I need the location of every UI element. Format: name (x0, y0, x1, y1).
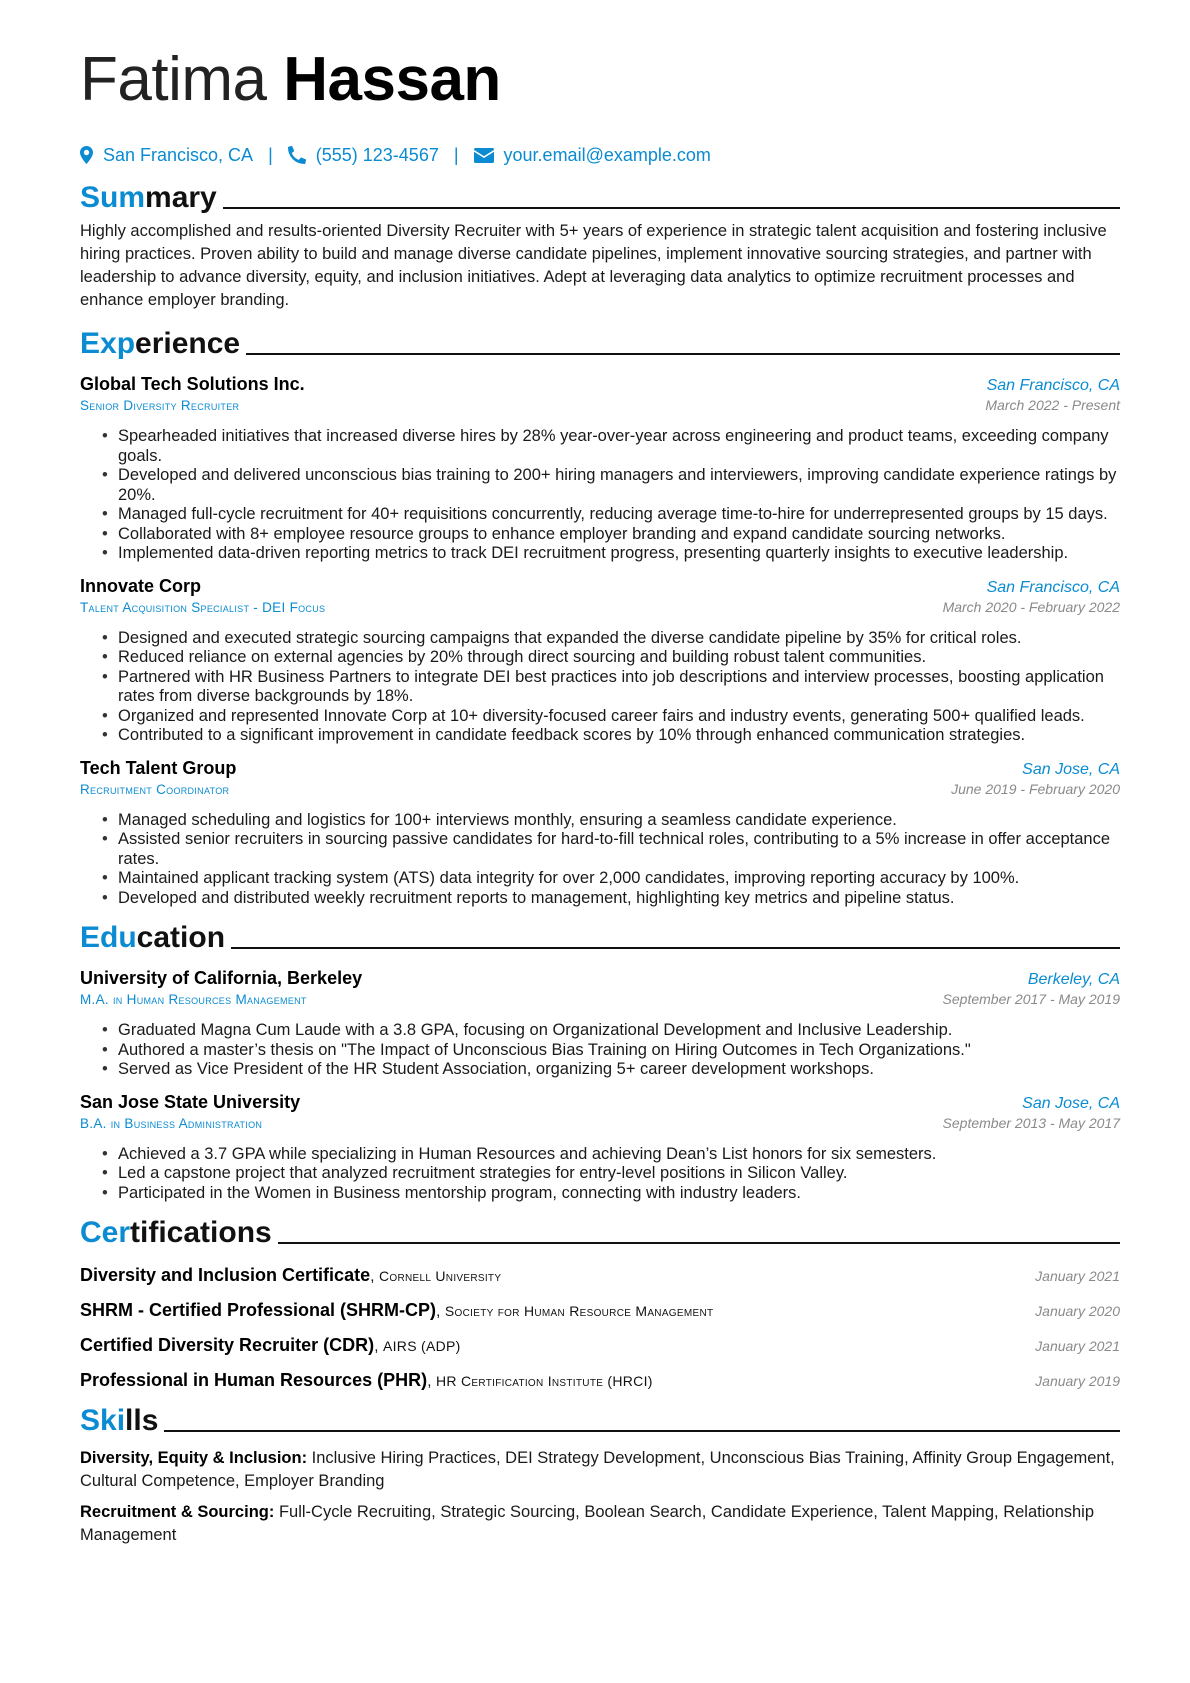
experience-entry (80, 576, 1120, 746)
section-title: Summary (80, 181, 217, 214)
degree-title: M.A. in Human Resources Management (80, 992, 307, 1007)
bullet-item: • Partnered with HR Business Partners to integrate DEI best practices into job descriptions and interview processes, boosting application rates from diverse backgrounds by 18%. (102, 668, 1120, 707)
certifications-heading (80, 1211, 1120, 1251)
first-name: Fatima (80, 45, 267, 114)
bullet-list (80, 811, 1120, 909)
phone-text[interactable]: (555) 123-4567 (315, 144, 439, 165)
contact-separator: | (268, 144, 273, 165)
certification-item: SHRM - Certified Professional (SHRM-CP), Society for Human Resource Management January 2020 (80, 1300, 1120, 1320)
certification-date: January 2021 (1035, 1268, 1120, 1284)
degree-title: B.A. in Business Administration (80, 1115, 263, 1131)
summary-heading (80, 176, 1120, 216)
certification-issuer: Cornell University (378, 1268, 502, 1284)
bullet-item: • Collaborated with 8+ employee resource groups to enhance employer branding and expand candidate sourcing networks. (102, 525, 1120, 545)
bullet-item: • Contributed to a significant improvement in candidate feedback scores by 10% through enhanced communication strategies. (102, 726, 1120, 746)
education-entry (80, 1092, 1120, 1204)
contact-separator: | (453, 144, 459, 165)
bullet-item: • Participated in the Women in Business mentorship program, connecting with industry leaders. (102, 1184, 1120, 1204)
bullet-item: • Managed scheduling and logistics for 100+ interviews monthly, ensuring a seamless candidate experience. (102, 811, 1120, 831)
experience-heading (80, 322, 1120, 362)
skill-group-label: Diversity, Equity & Inclusion: (80, 1449, 308, 1467)
skill-group (80, 1501, 1120, 1547)
section-divider (278, 1242, 1120, 1244)
bullet-item: • Graduated Magna Cum Laude with a 3.8 GPA, focusing on Organizational Development and Inclusive Leadership. (102, 1021, 1120, 1041)
section-divider (164, 1430, 1120, 1432)
skill-group (80, 1447, 1120, 1493)
entry-dates: September 2013 - May 2017 (942, 1114, 1120, 1131)
bullet-item: • Spearheaded initiatives that increased diverse hires by 28% year-over-year across engineering and product teams, exceeding company goals. (102, 427, 1120, 466)
education-heading (80, 916, 1120, 956)
bullet-item: • Authored a master’s thesis on "The Impact of Unconscious Bias Training on Hiring Outcomes in Tech Organizations." (102, 1041, 1120, 1061)
school-name: University of California, Berkeley (80, 968, 363, 988)
entry-dates: June 2019 - February 2020 (951, 780, 1120, 797)
certification-date: January 2019 (1035, 1373, 1120, 1389)
skills-heading (80, 1399, 1120, 1439)
job-title: Recruitment Coordinator (80, 781, 230, 797)
summary-text: Highly accomplished and results-oriented Diversity Recruiter with 5+ years of experience in strategic talent acquisition and fostering inclusive hiring practices. Proven ability to build and manage diverse candidate pipelines, implement innovative sourcing strategies, and partner with leadership to advance diversity, equity, and inclusion initiatives. Adept at leveraging data analytics to optimize recruitment processes and enhance employer branding. (80, 222, 1107, 309)
skill-group-items: Full-Cycle Recruiting, Strategic Sourcing, Boolean Search, Candidate Experience, Talent Mapping, Relationship Management (80, 1503, 1095, 1544)
contact-email[interactable] (474, 145, 711, 166)
section-divider (231, 947, 1120, 949)
employer-name: Innovate Corp (80, 575, 202, 596)
section-title: Certifications (80, 1216, 272, 1249)
location-text: San Francisco, CA (103, 144, 254, 165)
bullet-item: • Designed and executed strategic sourcing campaigns that expanded the diverse candidate pipeline by 35% for critical roles. (102, 629, 1120, 649)
bullet-item: • Maintained applicant tracking system (ATS) data integrity for over 2,000 candidates, improving reporting accuracy by 100%. (102, 869, 1120, 889)
bullet-item: • Served as Vice President of the HR Student Association, organizing 5+ career development workshops. (102, 1060, 1120, 1080)
skill-group-items: Inclusive Hiring Practices, DEI Strategy Development, Unconscious Bias Training, Affinity Group Engagement, Cultural Competence, Employer Branding (80, 1449, 1115, 1490)
entry-location: San Francisco, CA (986, 578, 1120, 596)
job-title: Talent Acquisition Specialist - DEI Focus (80, 599, 326, 615)
bullet-list (80, 1021, 1120, 1080)
experience-entry (80, 374, 1120, 564)
section-title: Education (80, 921, 226, 954)
bullet-item: • Developed and delivered unconscious bias training to 200+ hiring managers and interviewers, improving candidate experience ratings by 20%. (102, 466, 1120, 505)
certification-date: January 2021 (1035, 1338, 1120, 1354)
email-link[interactable]: your.email@example.com (503, 144, 711, 165)
entry-dates: March 2020 - February 2022 (942, 598, 1120, 615)
certification-issuer: AIRS (ADP) (382, 1338, 461, 1354)
section-title: Skills (80, 1404, 159, 1437)
bullet-list (80, 629, 1120, 746)
resume-page (80, 40, 1120, 1547)
certification-name: Professional in Human Resources (PHR) (80, 1370, 428, 1390)
job-title: Senior Diversity Recruiter (80, 398, 240, 413)
school-name: San Jose State University (80, 1091, 301, 1112)
entry-dates: September 2017 - May 2019 (942, 991, 1120, 1007)
entry-location: San Jose, CA (1022, 760, 1120, 778)
candidate-name (80, 40, 1120, 120)
certification-item: Certified Diversity Recruiter (CDR), AIRS (ADP) January 2021 (80, 1335, 1120, 1355)
certification-issuer: Society for Human Resource Management (444, 1303, 714, 1319)
certification-name: SHRM - Certified Professional (SHRM-CP) (80, 1300, 437, 1320)
certification-item: Diversity and Inclusion Certificate, Cornell University January 2021 (80, 1265, 1120, 1285)
employer-name: Tech Talent Group (80, 757, 237, 778)
section-divider (246, 353, 1120, 355)
entry-location: San Francisco, CA (986, 377, 1120, 394)
bullet-item: • Led a capstone project that analyzed recruitment strategies for entry-level positions in Silicon Valley. (102, 1164, 1120, 1184)
bullet-item: • Implemented data-driven reporting metrics to track DEI recruitment progress, presenting quarterly insights to executive leadership. (102, 544, 1120, 564)
bullet-item: • Achieved a 3.7 GPA while specializing in Human Resources and achieving Dean’s List honors for six semesters. (102, 1145, 1120, 1165)
certification-name: Diversity and Inclusion Certificate (80, 1265, 371, 1285)
certification-date: January 2020 (1035, 1303, 1120, 1319)
bullet-item: • Managed full-cycle recruitment for 40+ requisitions concurrently, reducing average time-to-hire for underrepresented groups by 15 days. (102, 505, 1120, 525)
experience-entry (80, 758, 1120, 909)
map-pin-icon (80, 146, 93, 164)
bullet-list (80, 1145, 1120, 1204)
employer-name: Global Tech Solutions Inc. (80, 374, 305, 394)
section-title: Experience (80, 327, 241, 360)
education-entry (80, 968, 1120, 1080)
envelope-icon (474, 148, 494, 163)
bullet-item: • Reduced reliance on external agencies by 20% through direct sourcing and building robust talent communities. (102, 648, 1120, 668)
section-divider (223, 207, 1120, 209)
phone-icon (288, 146, 306, 164)
bullet-item: • Organized and represented Innovate Corp at 10+ diversity-focused career fairs and industry events, generating 500+ qualified leads. (102, 707, 1120, 727)
bullet-item: • Developed and distributed weekly recruitment reports to management, highlighting key metrics and pipeline status. (102, 889, 1120, 909)
certification-issuer: HR Certification Institute (HRCI) (435, 1373, 653, 1389)
certification-name: Certified Diversity Recruiter (CDR) (80, 1335, 375, 1355)
entry-dates: March 2022 - Present (985, 397, 1120, 413)
certification-item: Professional in Human Resources (PHR), HR Certification Institute (HRCI) January 2019 (80, 1370, 1120, 1390)
contact-phone[interactable] (288, 145, 439, 166)
contact-location (80, 145, 253, 166)
last-name: Hassan (283, 45, 501, 114)
bullet-list (80, 427, 1120, 564)
contact-bar (80, 142, 1120, 168)
bullet-item: • Assisted senior recruiters in sourcing passive candidates for hard-to-fill technical roles, contributing to a 5% increase in offer acceptance rates. (102, 830, 1120, 869)
entry-location: Berkeley, CA (1027, 971, 1120, 988)
skill-group-label: Recruitment & Sourcing: (80, 1503, 275, 1521)
entry-location: San Jose, CA (1022, 1094, 1120, 1112)
